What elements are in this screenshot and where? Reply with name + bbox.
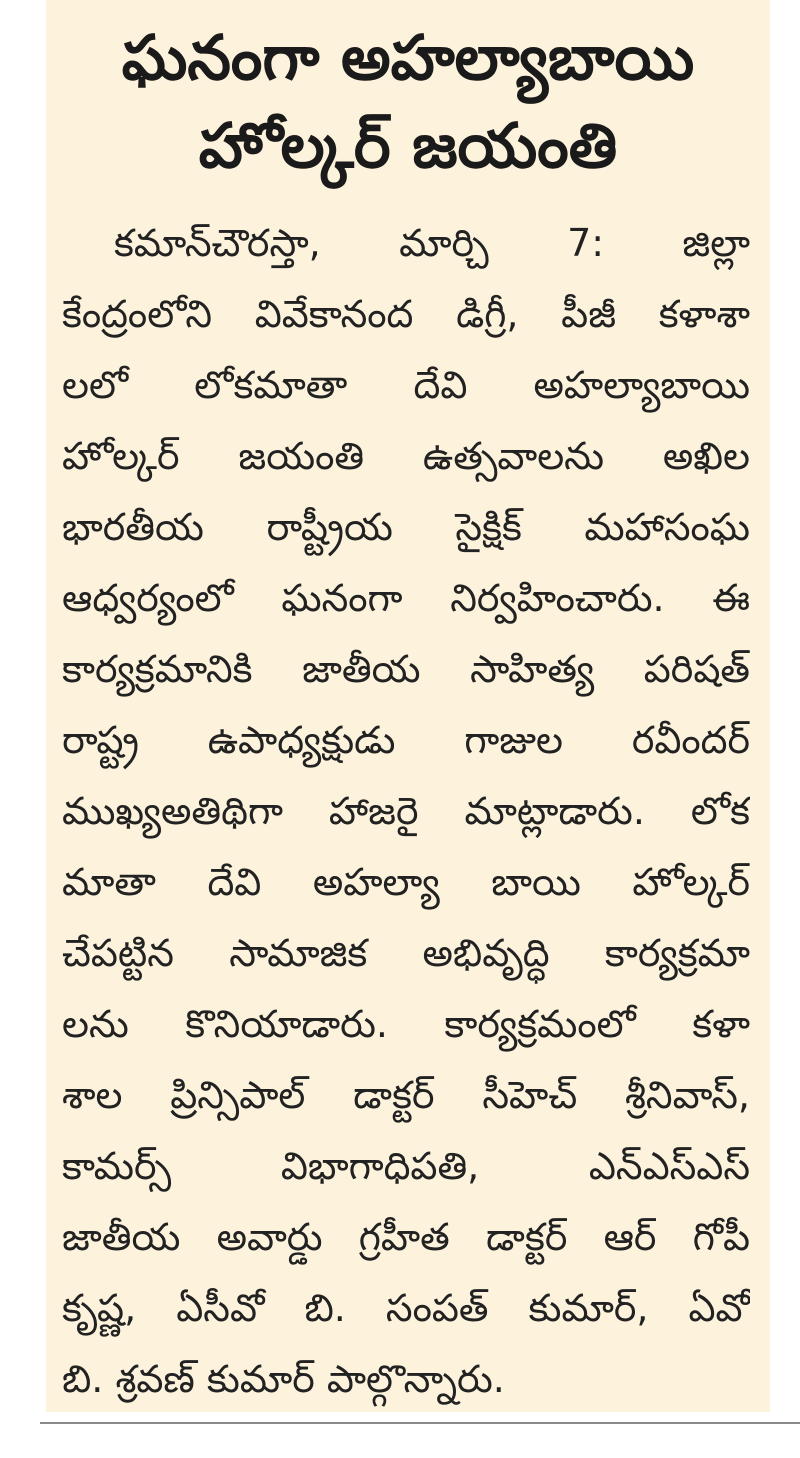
headline bbox=[46, 0, 770, 190]
body-line: బి. శ్రవణ్ కుమార్ పాల్గొన్నారు. bbox=[62, 1357, 505, 1401]
divider bbox=[40, 1422, 800, 1424]
body-line: రాష్ట్ర ఉపాధ్యక్షుడు గాజుల రవీందర్ bbox=[62, 718, 750, 762]
body-line: ఆధ్వర్యంలో ఘనంగా నిర్వహించారు. ఈ bbox=[62, 576, 750, 620]
body-line: కేంద్రంలోని వివేకానంద డిగ్రీ, పీజీ కళాశా bbox=[62, 292, 750, 336]
body-line: శాల ప్రిన్సిపాల్ డాక్టర్ సీహెచ్ శ్రీనివాస్, bbox=[62, 1073, 750, 1117]
body-line: కమాన్‌చౌరస్తా, మార్చి 7: జిల్లా bbox=[114, 221, 750, 265]
body-line: మాతా దేవి అహల్యా బాయి హోల్కర్ bbox=[62, 860, 750, 904]
body-line: కృష్ణ, ఏసీవో బి. సంపత్ కుమార్, ఏవో bbox=[62, 1286, 750, 1330]
body-line: లలో లోకమాతా దేవి అహల్యాబాయి bbox=[62, 363, 750, 407]
body-line: కార్యక్రమానికి జాతీయ సాహిత్య పరిషత్ bbox=[62, 647, 750, 691]
headline-line: ఘనంగా అహల్యాబాయి bbox=[121, 21, 695, 94]
body-line: భారతీయ రాష్ట్రీయ సైక్షిక్ మహాసంఘ bbox=[62, 505, 750, 549]
body-line: జాతీయ అవార్డు గ్రహీత డాక్టర్ ఆర్ గోపీ bbox=[62, 1215, 750, 1259]
body-line: చేపట్టిన సామాజిక అభివృద్ధి కార్యక్రమా bbox=[62, 931, 750, 975]
body-line: లను కొనియాడారు. కార్యక్రమంలో కళా bbox=[62, 1002, 750, 1046]
headline-line: హోల్కర్ జయంతి bbox=[198, 109, 618, 182]
article-body bbox=[46, 208, 770, 1415]
body-line: కామర్స్ విభాగాధిపతి, ఎన్ఎస్ఎస్ bbox=[62, 1144, 750, 1188]
body-line: ముఖ్యఅతిథిగా హాజరై మాట్లాడారు. లోక bbox=[62, 789, 750, 833]
newspaper-clipping bbox=[46, 0, 770, 1412]
body-line: హోల్కర్ జయంతి ఉత్సవాలను అఖిల bbox=[62, 434, 750, 478]
